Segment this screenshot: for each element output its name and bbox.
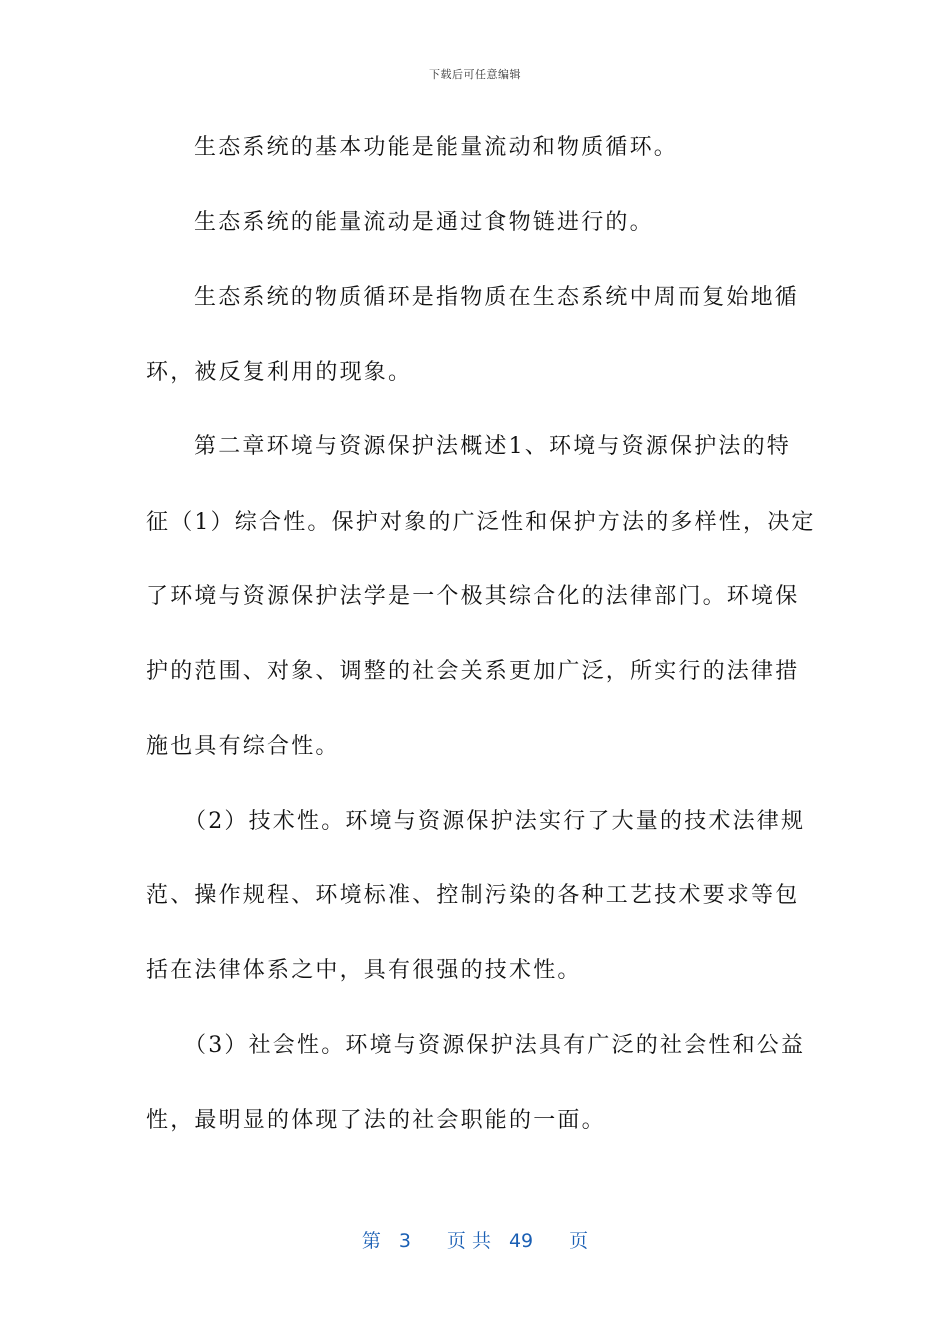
text-line: 施也具有综合性。 — [146, 734, 340, 759]
current-page-number: 3 — [398, 1230, 411, 1252]
text-line: 生态系统的能量流动是通过食物链进行的。 — [194, 210, 654, 235]
text-line: 征（1）综合性。保护对象的广泛性和保护方法的多样性，决定 — [146, 510, 816, 535]
header-note: 下载后可任意编辑 — [429, 68, 521, 81]
text-line: （2）技术性。环境与资源保护法实行了大量的技术法律规 — [184, 809, 806, 834]
text-line: 生态系统的物质循环是指物质在生态系统中周而复始地循 — [194, 285, 800, 310]
page-footer — [0, 1226, 950, 1253]
total-page-number: 49 — [508, 1230, 534, 1252]
text-line: 护的范围、对象、调整的社会关系更加广泛，所实行的法律措 — [146, 659, 800, 684]
footer-prefix: 第 — [361, 1230, 381, 1252]
text-line: 第二章环境与资源保护法概述1、环境与资源保护法的特 — [194, 434, 791, 459]
text-line: 范、操作规程、环境标准、控制污染的各种工艺技术要求等包 — [146, 883, 800, 908]
text-line: 生态系统的基本功能是能量流动和物质循环。 — [194, 135, 679, 160]
text-line: 性，最明显的体现了法的社会职能的一面。 — [146, 1108, 606, 1133]
text-line: 环，被反复利用的现象。 — [146, 360, 413, 385]
footer-middle: 页 共 — [446, 1230, 491, 1252]
text-line: 了环境与资源保护法学是一个极其综合化的法律部门。环境保 — [146, 584, 800, 609]
footer-suffix: 页 — [569, 1230, 589, 1252]
text-line: （3）社会性。环境与资源保护法具有广泛的社会性和公益 — [184, 1033, 806, 1058]
text-line: 括在法律体系之中，具有很强的技术性。 — [146, 958, 582, 983]
